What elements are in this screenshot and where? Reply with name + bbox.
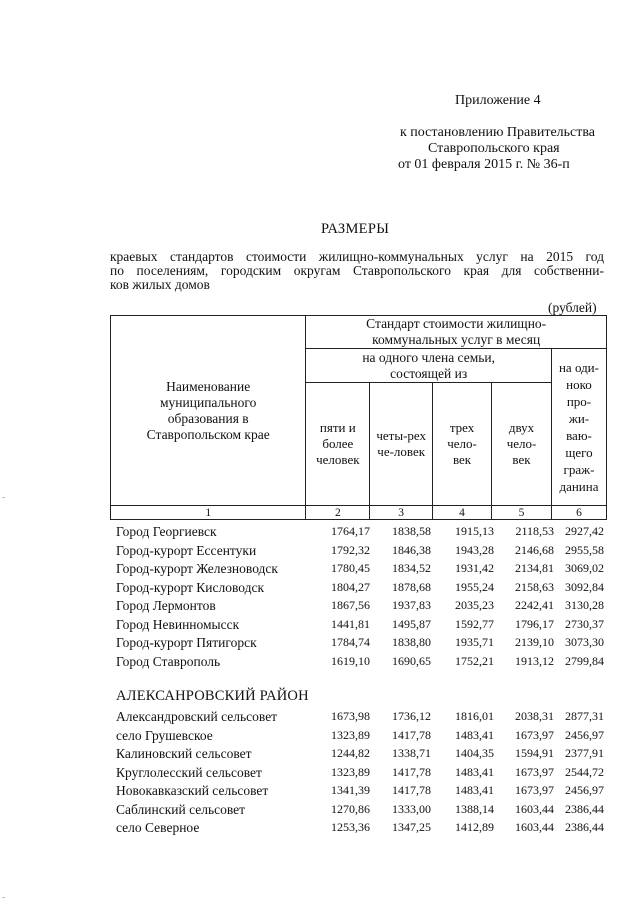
row-value: 1784,74 (331, 635, 370, 649)
col-number-6: 6 (551, 506, 606, 520)
section-heading: АЛЕКСАНРОВСКИЙ РАЙОН (116, 688, 309, 704)
row-value: 2456,97 (565, 783, 604, 797)
row-value: 1483,41 (455, 727, 494, 742)
decree-line-3: от 01 февраля 2015 г. № 36-п (398, 157, 570, 172)
row-value: 1341,39 (331, 783, 370, 797)
subtitle-line-1: краевых стандартов стоимости жилищно-коммунальных услуг на 2015 год (110, 249, 604, 264)
col-number-2: 2 (306, 506, 370, 520)
row-value: 1603,44 (515, 801, 554, 816)
row-name: Город Невинномысск (116, 616, 240, 632)
appendix-title: Приложение 4 (455, 93, 541, 108)
decree-line-1: к постановлению Правительства (400, 125, 596, 140)
row-value: 1333,00 (392, 801, 431, 816)
row-value: 1338,71 (392, 746, 431, 760)
document-title: РАЗМЕРЫ (321, 221, 390, 237)
row-value: 1955,24 (455, 579, 494, 594)
col-number-1: 1 (111, 506, 306, 520)
row-value: 1483,41 (455, 764, 494, 779)
col-number-4: 4 (433, 506, 492, 520)
row-value: 1441,81 (331, 616, 370, 631)
row-value: 1592,77 (455, 616, 494, 631)
row-value: 2386,44 (565, 820, 604, 834)
row-name: Александровский сельсовет (116, 709, 278, 724)
cities-list (116, 524, 610, 674)
row-value: 1673,97 (515, 764, 554, 779)
subtitle-line-3: ков жилых домов (110, 277, 210, 292)
row-name: Город Лермонтов (116, 598, 216, 613)
row-value: 1690,65 (392, 653, 431, 668)
row-value: 2799,84 (565, 653, 604, 668)
row-value: 2927,42 (565, 524, 604, 538)
row-value: 1838,58 (392, 524, 431, 538)
row-name: Город-курорт Пятигорск (116, 635, 257, 650)
row-value: 1483,41 (455, 783, 494, 797)
row-name: село Грушевское (116, 727, 213, 743)
row-value: 1913,12 (515, 653, 554, 668)
row-value: 1752,21 (455, 653, 494, 668)
row-value: 1404,35 (455, 746, 494, 760)
row-value: 1804,27 (331, 579, 370, 594)
row-value: 1323,89 (331, 727, 370, 742)
header-standard: Стандарт стоимости жилищно-коммунальных услуг в месяц (306, 316, 607, 349)
header-per-member: на одного члена семьи, состоящей из (306, 349, 552, 383)
row-value: 2544,72 (565, 764, 604, 779)
row-value: 2955,58 (565, 542, 604, 557)
row-name: Город Георгиевск (116, 524, 217, 539)
row-value: 1943,28 (455, 542, 494, 557)
header-name-column: Наименование муниципального образования в Ставропольском крае (111, 316, 306, 506)
row-value: 2730,37 (565, 616, 604, 631)
row-value: 1838,80 (392, 635, 431, 649)
row-value: 2118,53 (515, 524, 554, 538)
row-value: 1594,91 (515, 746, 554, 760)
row-value: 1764,17 (331, 524, 370, 538)
col-number-3: 3 (370, 506, 433, 520)
document-subtitle (110, 250, 604, 292)
row-value: 1495,87 (392, 616, 431, 631)
row-value: 1792,32 (331, 542, 370, 557)
scan-speck (2, 897, 5, 898)
row-value: 1937,83 (392, 598, 431, 612)
row-value: 1412,89 (455, 820, 494, 834)
row-value: 1603,44 (515, 820, 554, 834)
row-value: 1846,38 (392, 542, 431, 557)
row-value: 2377,91 (565, 746, 604, 760)
row-value: 2877,31 (565, 709, 604, 723)
row-value: 2035,23 (455, 598, 494, 612)
row-value: 1878,68 (392, 579, 431, 594)
header-col-four: четы-рех че-ловек (370, 383, 433, 506)
row-value: 3092,84 (565, 579, 604, 594)
header-col-five: пяти и более человек (306, 383, 370, 506)
col-number-5: 5 (492, 506, 552, 520)
row-name: Саблинский сельсовет (116, 801, 246, 817)
row-value: 1673,98 (331, 709, 370, 723)
row-value: 3073,30 (565, 635, 604, 649)
row-value: 1736,12 (392, 709, 431, 723)
scan-speck (2, 497, 5, 498)
row-name: Город Ставрополь (116, 653, 221, 669)
row-value: 1673,97 (515, 783, 554, 797)
row-value: 3069,02 (565, 561, 604, 575)
decree-line-2: Ставропольского края (428, 141, 560, 156)
row-name: Калиновский сельсовет (116, 746, 252, 761)
row-value: 1347,25 (392, 820, 431, 834)
row-value: 1780,45 (331, 561, 370, 575)
row-value: 1619,10 (331, 653, 370, 668)
row-value: 1417,78 (392, 727, 431, 742)
row-value: 1244,82 (331, 746, 370, 760)
table-header (110, 315, 607, 520)
row-name: Город-курорт Кисловодск (116, 579, 265, 595)
row-value: 2139,10 (515, 635, 554, 649)
row-value: 1270,86 (331, 801, 370, 816)
row-value: 1915,13 (455, 524, 494, 538)
row-value: 1417,78 (392, 783, 431, 797)
row-value: 1388,14 (455, 801, 494, 816)
row-value: 1673,97 (515, 727, 554, 742)
header-col-two: двух чело-век (492, 383, 552, 506)
row-value: 2456,97 (565, 727, 604, 742)
unit-label: (рублей) (548, 300, 597, 315)
row-value: 2134,81 (515, 561, 554, 575)
row-value: 2146,68 (515, 542, 554, 557)
row-value: 1323,89 (331, 764, 370, 779)
row-value: 1796,17 (515, 616, 554, 631)
row-value: 2242,41 (515, 598, 554, 612)
row-value: 2038,31 (515, 709, 554, 723)
header-single-resident: на оди-ноко про-жи-ваю-щего граж-данина (551, 349, 606, 506)
row-value: 3130,28 (565, 598, 604, 612)
row-value: 2386,44 (565, 801, 604, 816)
row-name: Новокавказский сельсовет (116, 783, 269, 798)
subtitle-line-2: по поселениям, городским округам Ставропольского края для собственни- (110, 263, 604, 278)
row-value: 1417,78 (392, 764, 431, 779)
row-name: село Северное (116, 820, 200, 835)
row-name: Круглолесский сельсовет (116, 764, 262, 780)
row-value: 1834,52 (392, 561, 431, 575)
district-list (116, 709, 610, 841)
row-value: 1931,42 (455, 561, 494, 575)
row-value: 1867,56 (331, 598, 370, 612)
header-col-three: трех чело-век (433, 383, 492, 506)
row-value: 2158,63 (515, 579, 554, 594)
row-value: 1935,71 (455, 635, 494, 649)
row-name: Город-курорт Железноводск (116, 561, 278, 576)
row-value: 1816,01 (455, 709, 494, 723)
row-value: 1253,36 (331, 820, 370, 834)
row-name: Город-курорт Ессентуки (116, 542, 257, 558)
